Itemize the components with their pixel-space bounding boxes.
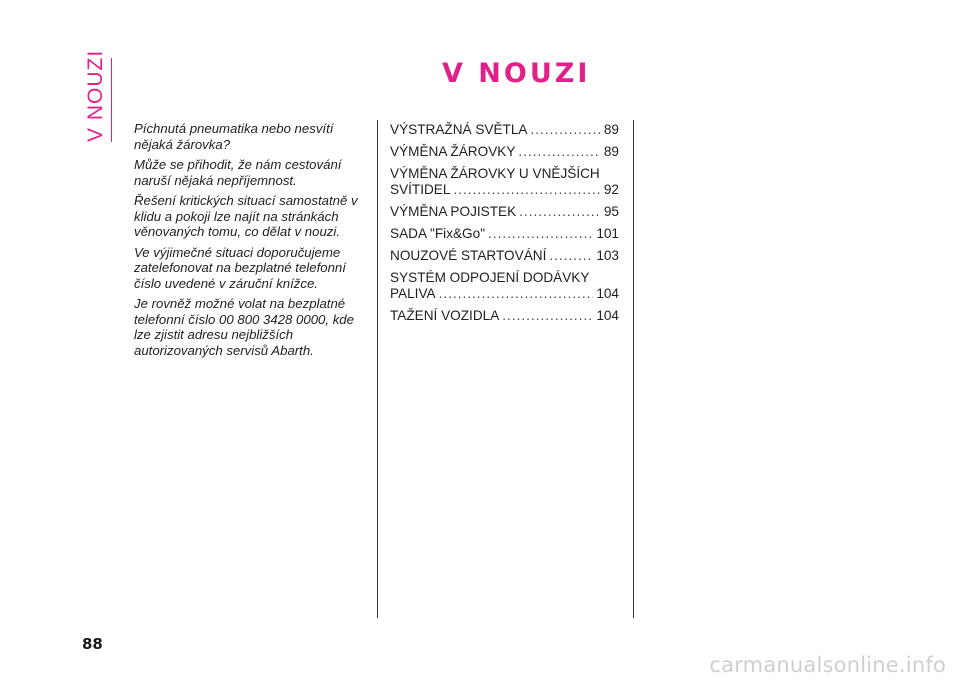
toc-item[interactable] — [390, 270, 619, 302]
watermark: carmanualsonline.info — [709, 653, 946, 677]
toc-item-label: SADA "Fix&Go" — [390, 226, 486, 241]
toc-leader-dots — [530, 122, 600, 138]
toc-leader-dots — [439, 286, 594, 302]
intro-text — [134, 121, 366, 363]
toc-item-lead: SYSTÉM ODPOJENÍ DODÁVKY — [390, 270, 590, 285]
table-of-contents — [390, 122, 619, 330]
toc-item[interactable] — [390, 226, 619, 242]
toc-leader-dots — [518, 144, 600, 160]
toc-item-label: VÝMĚNA POJISTEK — [390, 204, 517, 219]
toc-item-label: VÝSTRAŽNÁ SVĚTLA — [390, 122, 528, 137]
toc-item[interactable] — [390, 248, 619, 264]
toc-item-label: PALIVA — [390, 286, 436, 301]
toc-leader-dots — [453, 182, 600, 198]
toc-leader-dots — [502, 308, 593, 324]
column-divider-left — [377, 120, 378, 618]
toc-item[interactable] — [390, 204, 619, 220]
toc-item-page: 89 — [603, 122, 619, 137]
toc-item-lead: VÝMĚNA ŽÁROVKY U VNĚJŠÍCH — [390, 166, 600, 181]
toc-item-page: 95 — [603, 204, 619, 219]
toc-item-page: 104 — [596, 286, 619, 301]
toc-leader-dots — [549, 248, 593, 264]
toc-item[interactable] — [390, 308, 619, 324]
page-number: 88 — [82, 635, 103, 653]
toc-item[interactable] — [390, 144, 619, 160]
intro-paragraph: Píchnutá pneumatika nebo nesvítí nějaká žárovka? — [134, 121, 334, 152]
toc-item[interactable] — [390, 166, 619, 198]
toc-item-page: 92 — [603, 182, 619, 197]
intro-paragraph: Ve výjimečné situaci doporučujeme zatelefonovat na bezplatné telefonní číslo uvedené v záruční knížce. — [134, 244, 346, 291]
toc-item-page: 104 — [596, 308, 619, 323]
toc-leader-dots — [519, 204, 601, 220]
side-tab — [82, 49, 107, 142]
toc-item-label: SVÍTIDEL — [390, 182, 451, 197]
column-divider-right — [633, 120, 634, 618]
toc-leader-dots — [488, 226, 593, 242]
toc-item-page: 89 — [603, 144, 619, 159]
intro-paragraph: Je rovněž možné volat na bezplatné telefonní číslo 00 800 3428 0000, kde lze zjistit adresu nejbližších autorizovaných servisů Abarth. — [134, 296, 354, 358]
toc-item-label: NOUZOVÉ STARTOVÁNÍ — [390, 248, 547, 263]
page-title: V NOUZI — [442, 58, 591, 89]
side-tab-divider — [111, 58, 112, 142]
toc-item-label: VÝMĚNA ŽÁROVKY — [390, 144, 516, 159]
toc-item-page: 101 — [596, 226, 619, 241]
side-tab-label: V NOUZI — [84, 49, 107, 142]
toc-item-page: 103 — [596, 248, 619, 263]
intro-paragraph: Řešení kritických situací samostatně v klidu a pokoji lze najít na stránkách věnovaných tomu, co dělat v nouzi. — [134, 193, 358, 239]
intro-paragraph: Může se přihodit, že nám cestování naruší nějaká nepříjemnost. — [134, 157, 342, 188]
toc-item[interactable] — [390, 122, 619, 138]
toc-item-label: TAŽENÍ VOZIDLA — [390, 308, 500, 323]
